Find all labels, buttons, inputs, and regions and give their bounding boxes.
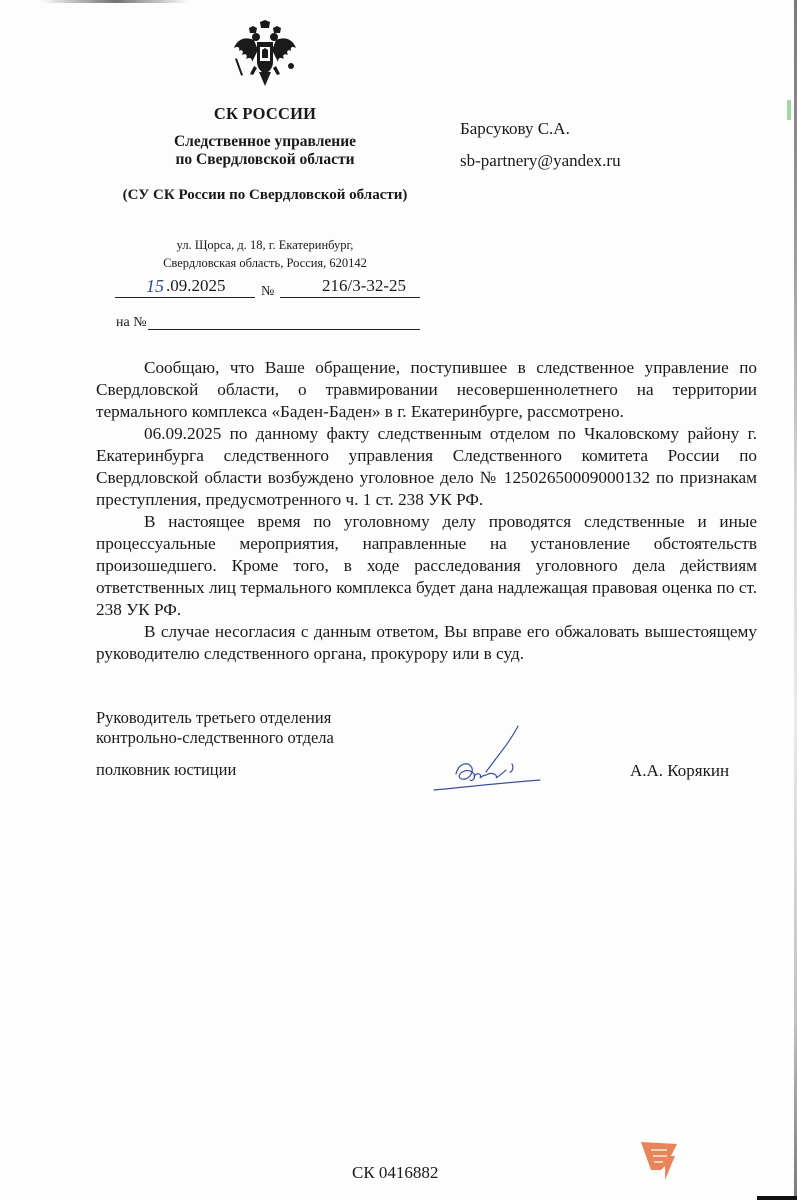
- reference-field-line: [148, 312, 420, 330]
- position-line1: Руководитель третьего отделения: [96, 708, 332, 727]
- body-paragraph: 06.09.2025 по данному факту следственным отделом по Чкаловскому району г. Екатеринбурга следственного управления Следственного комитета России по Свердловской области возбуждено уголовное дело № 12502650009000132 по признакам преступления, предусмотренного ч. 1 ст. 238 УК РФ.: [96, 424, 757, 509]
- date-printed: .09.2025: [166, 276, 226, 295]
- signatory-name: А.А. Корякин: [630, 761, 730, 780]
- recipient-name: Барсукову С.А.: [460, 119, 570, 138]
- body-paragraph: В настоящее время по уголовному делу проводятся следственные и иные процессуальные мероприятия, направленные на установление обстоятельств произошедшего. Кроме того, в ходе расследования уголовного дела действиям ответственных лиц термального комплекса будет дана надлежащая правовая оценка по ст. 238 УК РФ.: [96, 512, 757, 619]
- org-department: [100, 133, 430, 169]
- recipient-email: sb-partnery@yandex.ru: [460, 151, 621, 170]
- letter-body: [96, 357, 757, 665]
- number-sign: №: [261, 284, 275, 299]
- orange-stamp-logo-icon: [641, 1140, 679, 1184]
- org-department-line1: Следственное управление: [173, 133, 357, 150]
- organization-header: [100, 104, 430, 204]
- address-line1: ул. Щорса, д. 18, г. Екатеринбург,: [176, 238, 354, 252]
- body-paragraph: В случае несогласия с данным ответом, Вы вправе его обжаловать вышестоящему руководителю следственного органа, прокурору или в суд.: [96, 622, 757, 663]
- signatory-rank: полковник юстиции: [96, 760, 237, 779]
- scan-edge-artifact: [787, 100, 791, 120]
- org-department-line2: по Свердловской области: [175, 151, 355, 168]
- form-serial-number: СК 0416882: [352, 1163, 439, 1182]
- recipient-block: [460, 118, 760, 172]
- handwritten-signature-icon: [428, 724, 548, 798]
- body-paragraph: Сообщаю, что Ваше обращение, поступившее в следственное управление по Свердловской области, о травмировании несовершеннолетнего на территории термального комплекса «Баден-Баден» в г. Екатеринбурге, рассмотрено.: [96, 358, 757, 421]
- reference-label: на №: [116, 315, 147, 330]
- coat-of-arms-icon: [232, 20, 298, 88]
- org-address: [100, 236, 430, 272]
- scan-edge-shadow: [757, 1196, 797, 1200]
- position-line2: контрольно-следственного отдела: [96, 728, 334, 747]
- date-handwritten-day: 15: [146, 276, 164, 296]
- org-short-name: (СУ СК России по Свердловской области): [122, 187, 408, 203]
- address-line2: Свердловская область, Россия, 620142: [163, 256, 367, 270]
- outgoing-number: 216/3-32-25: [322, 276, 407, 295]
- scan-edge-shadow: [40, 0, 190, 3]
- signatory-position: [96, 708, 416, 748]
- org-title: СК РОССИИ: [213, 104, 317, 123]
